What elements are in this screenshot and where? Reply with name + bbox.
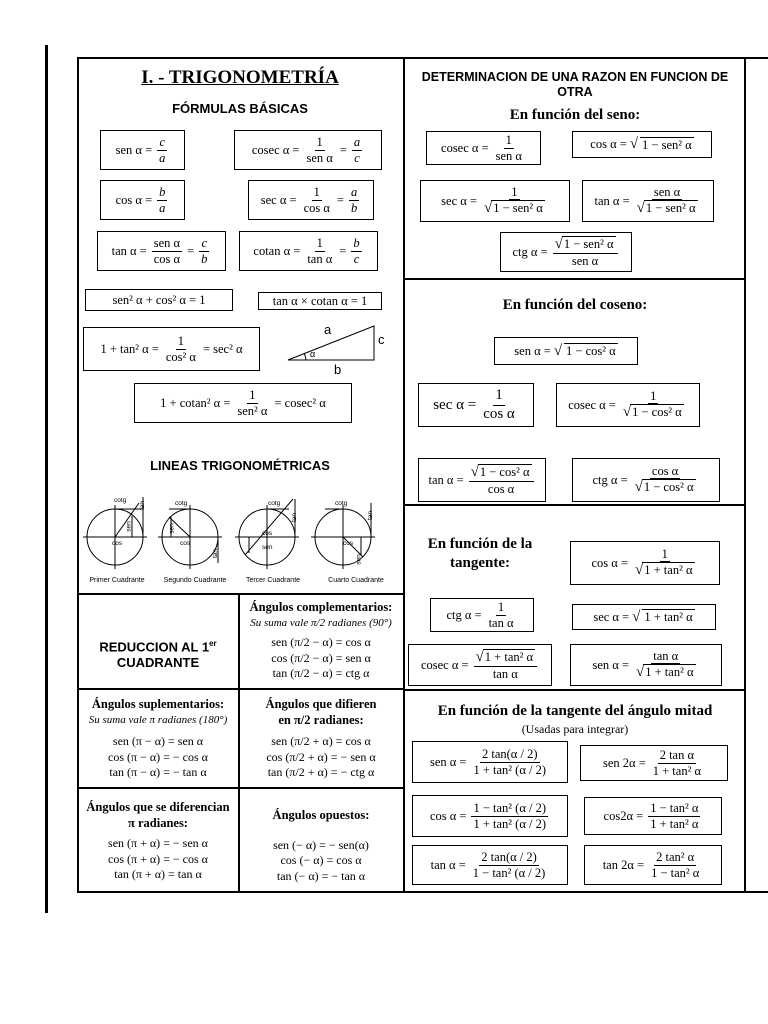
complementary-angles: Ángulos complementarios: Su suma vale π/2 radianes (90°) sen (π/2 − α) = cos α cos (π/2 − α) = sen α tan (π/2 − α) = ctg α — [249, 600, 393, 680]
sine-formula-ctg: ctg α = √1 − sen² α sen α — [500, 232, 632, 272]
cosine-definition: cos α = b a — [100, 180, 185, 220]
tangent-formula-sen: sen α = tan α √1 + tan² α — [570, 644, 722, 686]
q3-cotg-label: cotg — [268, 500, 281, 507]
tangent-formula-cos: cos α = 1 √1 + tan² α — [570, 541, 720, 585]
cosine-formula-tan: tan α = √1 − cos² α cos α — [418, 458, 546, 502]
tangent-formula-sec: sec α = √ 1 + tan² α — [572, 604, 716, 630]
supplementary-angles: Ángulos suplementarios: Su suma vale π radianes (180°) sen (π − α) = sen α cos (π − α) = − cos α tan (π − α) = − tan α — [88, 697, 228, 779]
left-margin-line — [45, 45, 48, 913]
opposite-angles: Ángulos opuestos: sen (− α) = − sen(α) cos (− α) = cos α tan (− α) = − tan α — [272, 808, 370, 883]
sine-formula-cosec: cosec α = 1 sen α — [426, 131, 541, 165]
half-angle-top-rule — [404, 689, 746, 691]
center-divider — [403, 57, 405, 891]
half-angle-heading: En función de la tangente del ángulo mitad — [437, 703, 713, 719]
triangle-label-a: a — [324, 322, 332, 337]
cosine-top-rule — [404, 278, 746, 280]
q4-cos-label: cos — [343, 540, 354, 547]
secant-definition: sec α = 1 cos α = a b — [248, 180, 374, 220]
q1-tan-label: tan — [139, 500, 147, 511]
quadrant-label-1: Primer Cuadrante — [89, 577, 145, 584]
q2-cotg-label: cotg — [175, 500, 188, 507]
ratio-determination-header: DETERMINACION DE UNA RAZON EN FUNCION DE OTRA — [421, 70, 729, 99]
double-angle-tan: tan 2α = 2 tan² α 1 − tan² α — [584, 845, 722, 885]
q1-cotg-label: cotg — [114, 497, 127, 504]
triangle-label-c: c — [378, 332, 385, 347]
reduction-heading: REDUCCION AL 1er CUADRANTE — [99, 639, 217, 671]
triangle-label-alpha: α — [310, 349, 316, 359]
half-angle-tan: tan α = 2 tan(α / 2) 1 − tan² (α / 2) — [412, 845, 568, 885]
tangent-secant-identity: 1 + tan² α = 1 cos² α = sec² α — [83, 327, 260, 371]
q2-tan-label: tan — [212, 548, 220, 559]
sine-formula-sec: sec α = 1 √1 − sen² α — [420, 180, 570, 222]
q3-cos-label: cos — [262, 530, 273, 537]
q1-cos-label: cos — [112, 540, 123, 547]
q4-tan-label: tan — [367, 510, 375, 521]
tan-cotan-identity: tan α × cotan α = 1 — [258, 292, 382, 310]
q4-cotg-label: cotg — [335, 500, 348, 507]
half-angle-sen: sen α = 2 tan(α / 2) 1 + tan² (α / 2) — [412, 741, 568, 783]
tangent-formula-cosec: cosec α = √1 + tan² α tan α — [408, 644, 552, 686]
q3-sen-label: sen — [262, 544, 273, 551]
cosine-formula-ctg: ctg α = cos α √1 − cos² α — [572, 458, 720, 502]
quadrant-label-3: Tercer Cuadrante — [245, 577, 301, 584]
tangent-definition: tan α = sen α cos α = c b — [97, 231, 226, 271]
trig-lines-heading: LINEAS TRIGONOMÉTRICAS — [150, 458, 330, 473]
cosecant-definition: cosec α = 1 sen α = a c — [234, 130, 382, 170]
double-angle-sen: sen 2α = 2 tan α 1 + tan² α — [580, 745, 728, 781]
double-angle-cos: cos2α = 1 − tan² α 1 + tan² α — [584, 797, 722, 835]
sine-formula-cos: cos α = √ 1 − sen² α — [572, 131, 712, 158]
sine-definition: sen α = c a — [100, 130, 185, 170]
half-angle-cos: cos α = 1 − tan² (α / 2) 1 + tan² (α / 2) — [412, 795, 568, 837]
angles-differ-pi: Ángulos que se diferencian π radianes: sen (π + α) = − sen α cos (π + α) = − cos α tan (π + α) = tan α — [86, 800, 230, 881]
right-triangle-diagram — [286, 322, 396, 378]
pythagorean-identity: sen² α + cos² α = 1 — [85, 289, 233, 311]
sine-section-heading: En función del seno: — [509, 107, 641, 123]
q3-tan-label: tan — [291, 512, 299, 523]
quadrant-label-2: Segundo Cuadrante — [163, 577, 227, 584]
trig-lines-diagrams — [79, 495, 401, 575]
cosine-formula-sen: sen α = √ 1 − cos² α — [494, 337, 638, 365]
cosine-formula-sec: sec α = 1 cos α — [418, 383, 534, 427]
opposite-top-rule — [77, 787, 404, 789]
basic-formulas-heading: FÓRMULAS BÁSICAS — [172, 101, 308, 116]
half-angle-subheading: (Usadas para integrar) — [521, 722, 629, 736]
cosine-formula-cosec: cosec α = 1 √1 − cos² α — [556, 383, 700, 427]
tangent-section-heading: En función de la tangente: — [427, 536, 533, 571]
right-edge-rule — [744, 57, 746, 891]
angles-differ-half-pi: Ángulos que difieren en π/2 radianes: sen (π/2 + α) = cos α cos (π/2 + α) = − sen α tan (π/2 + α) = − ctg α — [265, 697, 377, 779]
sine-formula-tan: tan α = sen α √1 − sen² α — [582, 180, 714, 222]
q1-sen-label: sen — [125, 521, 133, 532]
q2-cos-label: cos — [180, 540, 191, 547]
page-title: I. - TRIGONOMETRÍA — [141, 67, 339, 88]
quadrant-label-4: Cuarto Cuadrante — [328, 577, 384, 584]
cosine-section-heading: En función del coseno: — [502, 297, 648, 313]
q2-sen-label: sen — [168, 523, 176, 534]
q4-sen-label: sen — [355, 554, 363, 565]
reduction-top-rule — [77, 593, 404, 595]
triangle-label-b: b — [334, 362, 342, 377]
suplementary-top-rule — [77, 688, 404, 690]
cotangent-definition: cotan α = 1 tan α = b c — [239, 231, 378, 271]
tangent-top-rule — [404, 504, 746, 506]
cotangent-cosecant-identity: 1 + cotan² α = 1 sen² α = cosec² α — [134, 383, 352, 423]
tangent-formula-ctg: ctg α = 1 tan α — [430, 598, 534, 632]
